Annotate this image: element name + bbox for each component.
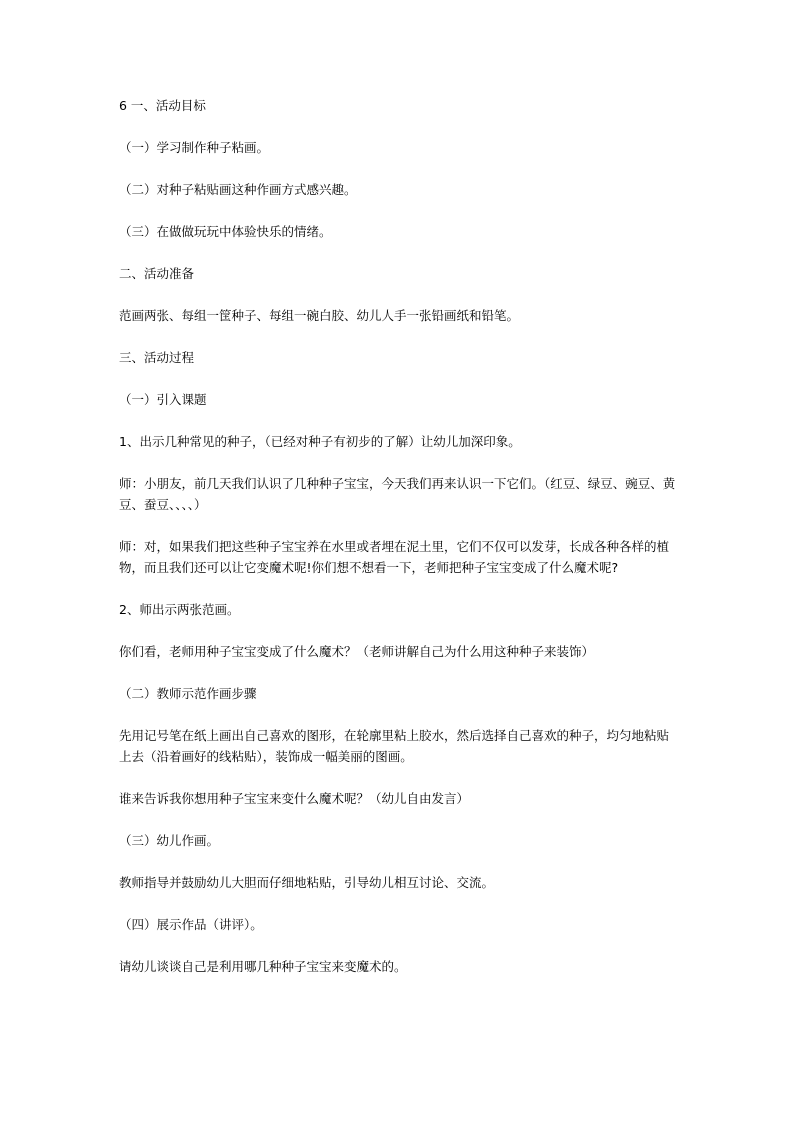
paragraph-show-samples: 2、师出示两张范画。 [119,602,240,617]
paragraph-goal-1: （一）学习制作种子粘画。 [119,140,270,155]
paragraph-goal-3: （三）在做做玩玩中体验快乐的情绪。 [119,224,332,239]
paragraph-section-two-title: 二、活动准备 [119,266,195,281]
paragraph-section-one-title: 6 一、活动目标 [119,98,206,113]
paragraph-show-seeds: 1、出示几种常见的种子，（已经对种子有初步的了解）让幼儿加深印象。 [119,434,521,449]
paragraph-teacher-intro: 师：小朋友，前几天我们认识了几种种子宝宝，今天我们再来认识一下它们。（红豆、绿豆、豌豆、黄豆、蚕豆、、、、） [119,476,676,512]
paragraph-teacher-magic: 师：对，如果我们把这些种子宝宝养在水里或者埋在泥土里，它们不仅可以发芽，长成各种各样的植物，而且我们还可以让它变魔术呢!你们想不想看一下，老师把种子宝宝变成了什么魔术呢? [119,539,670,575]
paragraph-who-tells: 谁来告诉我你想用种子宝宝来变什么魔术呢？（幼儿自由发言） [119,791,470,806]
paragraph-step-2-title: （二）教师示范作画步骤 [119,686,257,701]
paragraph-step-1-title: （一）引入课题 [119,392,207,407]
paragraph-question-magic: 你们看，老师用种子宝宝变成了什么魔术？（老师讲解自己为什么用这种种子来装饰） [119,644,595,659]
paragraph-demo-steps: 先用记号笔在纸上画出自己喜欢的图形，在轮廓里粘上胶水，然后选择自己喜欢的种子，均匀地粘贴上去（沿着画好的线粘贴），装饰成一幅美丽的图画。 [119,728,670,764]
paragraph-section-three-title: 三、活动过程 [119,350,195,365]
paragraph-children-talk: 请幼儿谈谈自己是利用哪几种种子宝宝来变魔术的。 [119,959,407,974]
paragraph-step-4-title: （四）展示作品（讲评）。 [119,917,263,932]
paragraph-goal-2: （二）对种子粘贴画这种作画方式感兴趣。 [119,182,357,197]
paragraph-preparation: 范画两张、每组一筐种子、每组一碗白胶、幼儿人手一张铅画纸和铅笔。 [119,308,520,323]
paragraph-teacher-guide: 教师指导并鼓励幼儿大胆而仔细地粘贴，引导幼儿相互讨论、交流。 [119,875,495,890]
paragraph-step-3-title: （三）幼儿作画。 [119,833,220,848]
